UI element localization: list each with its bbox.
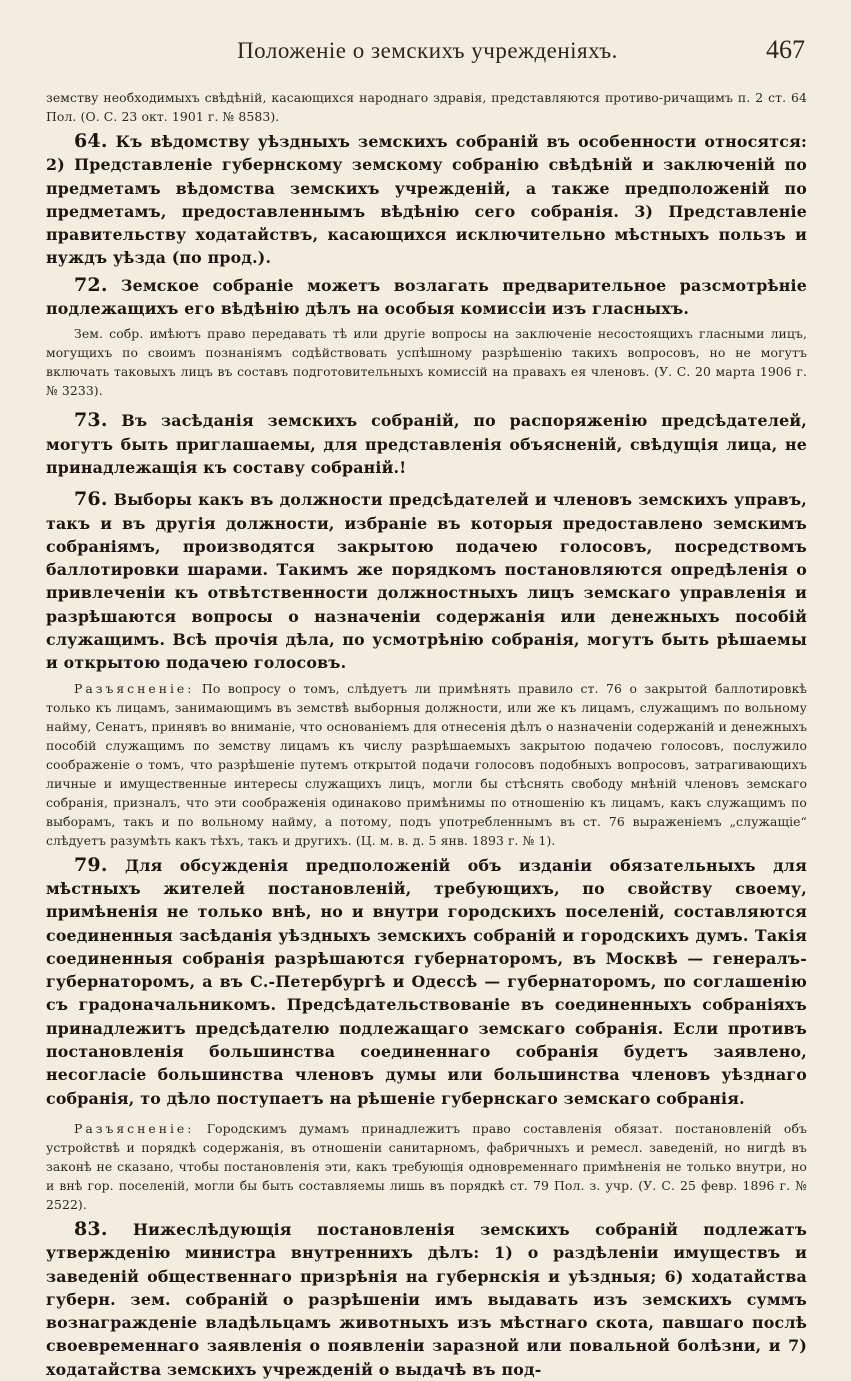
article-number: 64. <box>74 130 108 152</box>
page-number: 467 <box>766 35 805 64</box>
article-72 <box>46 274 807 321</box>
article-number: 83. <box>74 1217 108 1240</box>
explanation-lead: Разъясненіе: <box>74 1120 195 1136</box>
explanation-76 <box>46 679 807 850</box>
article-number: 72. <box>74 273 108 296</box>
running-head <box>46 35 809 68</box>
article-64 <box>46 130 807 270</box>
article-79 <box>46 854 807 1110</box>
note-72 <box>46 324 807 400</box>
explanation-text: По вопросу о томъ, слѣдуетъ ли примѣнять правило ст. 76 о закрытой баллотировкѣ только къ лицамъ, занимающимъ въ земствѣ выборныя должности, или же къ лицамъ, служащимъ по вольному найму, Сенатъ, принявъ во вниманіе, что основаніемъ для отнесенія дѣлъ о назначеніи содержаній и денежныхъ пособій служащимъ по земству лицамъ къ числу разрѣшаемыхъ закрытою подачею голосовъ, послужило соображеніе о томъ, что разрѣшеніе путемъ открытой подачи голосовъ подобныхъ вопросовъ, затрагивающихъ личные и имущественные интересы служащихъ лицъ, могли бы стѣснять свободу мнѣній членовъ земскаго собранія, призналъ, что эти соображенія одинаково примѣнимы по отношенію къ лицамъ, какъ служащимъ по выборамъ, такъ и по вольному найму, а потому, подъ употребленнымъ въ ст. 76 выраженіемъ „служащіе“ слѣдуетъ разумѣть какъ тѣхъ, такъ и другихъ. (Ц. м. в. д. 5 янв. 1893 г. № 1). <box>46 680 807 848</box>
article-number: 79. <box>74 853 108 876</box>
article-text: Для обсужденія предположеній объ изданіи обязательныхъ для мѣстныхъ жителей постановленій, требующихъ, по свойству своему, примѣненія не только внѣ, но и внутри городскихъ поселеній, составляются соединенныя засѣданія уѣздныхъ земскихъ собраній и городскихъ думъ. Такія соединенныя собранія разрѣшаются губернаторомъ, въ Москвѣ — генералъ-губернаторомъ, а въ С.-Петербургѣ и Одессѣ — губернаторомъ, по соглашенію съ градоначальникомъ. Предсѣдательствованіе въ соединенныхъ собраніяхъ принадлежитъ предсѣдателю подлежащаго земскаго собранія. Если противъ постановленія большинства соединеннаго собранія будетъ заявлено, несогласіе большинства членовъ думы или большинства членовъ уѣзднаго собранія, то дѣло поступаетъ на рѣшеніе губернскаго земскаго собранія. <box>46 855 808 1108</box>
paragraph-continuation <box>46 88 807 126</box>
note-text: Зем. собр. имѣютъ право передавать тѣ или другіе вопросы на заключеніе несостоящихъ гласными лицъ, могущихъ по своимъ познаніямъ содѣйствовать успѣшному разрѣшенію такихъ вопросовъ, но не могутъ включать таковыхъ лицъ въ составъ подготовительныхъ комиссій на правахъ ея членовъ. (У. С. 20 марта 1906 г. № 3233). <box>46 326 807 399</box>
explanation-text: Городскимъ думамъ принадлежитъ право составленія обязат. постановленій объ устройствѣ и порядкѣ содержанія, въ отношеніи санитарномъ, фабричныхъ и ремесл. заведеній, но нигдѣ въ законѣ не сказано, чтобы постановленія эти, какъ требующія одновременнаго примѣненія не только внутри, но и внѣ гор. поселеній, могли бы быть составляемы лишь въ порядкѣ ст. 79 Пол. з. учр. (У. С. 25 февр. 1896 г. № 2522). <box>46 1120 807 1212</box>
article-83 <box>46 1218 807 1381</box>
article-number: 76. <box>74 488 108 511</box>
article-text: Выборы какъ въ должности предсѣдателей и членовъ земскихъ управъ, такъ и въ другія должности, избраніе въ которыя предоставлено земскимъ собраніямъ, производятся закрытою подачею голосовъ, посредствомъ баллотировки шарами. Такимъ же порядкомъ постановляются опредѣленія о привлеченіи къ отвѣтственности должностныхъ лицъ земскаго управленія и разрѣшаются вопросы о назначеніи содержанія или денежныхъ пособій служащимъ. Всѣ прочія дѣла, по усмотрѣнію собранія, могутъ быть рѣшаемы и открытою подачею голосовъ. <box>46 490 807 673</box>
explanation-79 <box>46 1119 807 1214</box>
paragraph-text: земству необходимыхъ свѣдѣній, касающихся народнаго здравія, представляются противо-ричащимъ п. 2 ст. 64 Пол. (О. С. 23 окт. 1901 г. № 8583). <box>46 90 807 124</box>
article-text: Въ засѣданія земскихъ собраній, по распоряженію предсѣдателей, могутъ быть приглашаемы, для представленія объясненій, свѣдущія лица, не принадлежащія къ составу собраній.! <box>46 411 807 477</box>
article-number: 73. <box>74 409 108 432</box>
article-73 <box>46 409 807 479</box>
text-body <box>46 88 807 1381</box>
article-text: Нижеслѣдующія постановленія земскихъ собраній подлежатъ утвержденію министра внутреннихъ дѣлъ: 1) о раздѣленіи имуществъ и заведеній общественнаго призрѣнія на губернскія и уѣздныя; 6) ходатайства губерн. зем. собраній о разрѣшеніи имъ выдавать изъ земскихъ суммъ вознагражденіе владѣльцамъ животныхъ изъ мѣстнаго скота, павшаго послѣ своевременнаго заявленія о появленіи заразной или повальной болѣзни, и 7) ходатайства земскихъ учрежденій о выдачѣ въ под- <box>46 1219 808 1379</box>
article-text: Къ вѣдомству уѣздныхъ земскихъ собраній въ особенности относятся: 2) Представленіе губернскому земскому собранію свѣдѣній и заключеній по предметамъ вѣдомства земскихъ учрежденій, а также предположеній по предметамъ, предоставленнымъ вѣдѣнію сего собранія. 3) Представленіе правительству ходатайствъ, касающихся исключительно мѣстныхъ пользъ и нуждъ уѣзда (по прод.). <box>46 132 807 268</box>
article-text: Земское собраніе можетъ возлагать предварительное разсмотрѣніе подлежащихъ его вѣдѣнію дѣлъ на особыя комиссіи изъ гласныхъ. <box>46 275 808 319</box>
explanation-lead: Разъясненіе: <box>74 680 195 696</box>
running-title: Положеніе о земскихъ учрежденіяхъ. <box>237 38 618 63</box>
article-76 <box>46 488 807 674</box>
